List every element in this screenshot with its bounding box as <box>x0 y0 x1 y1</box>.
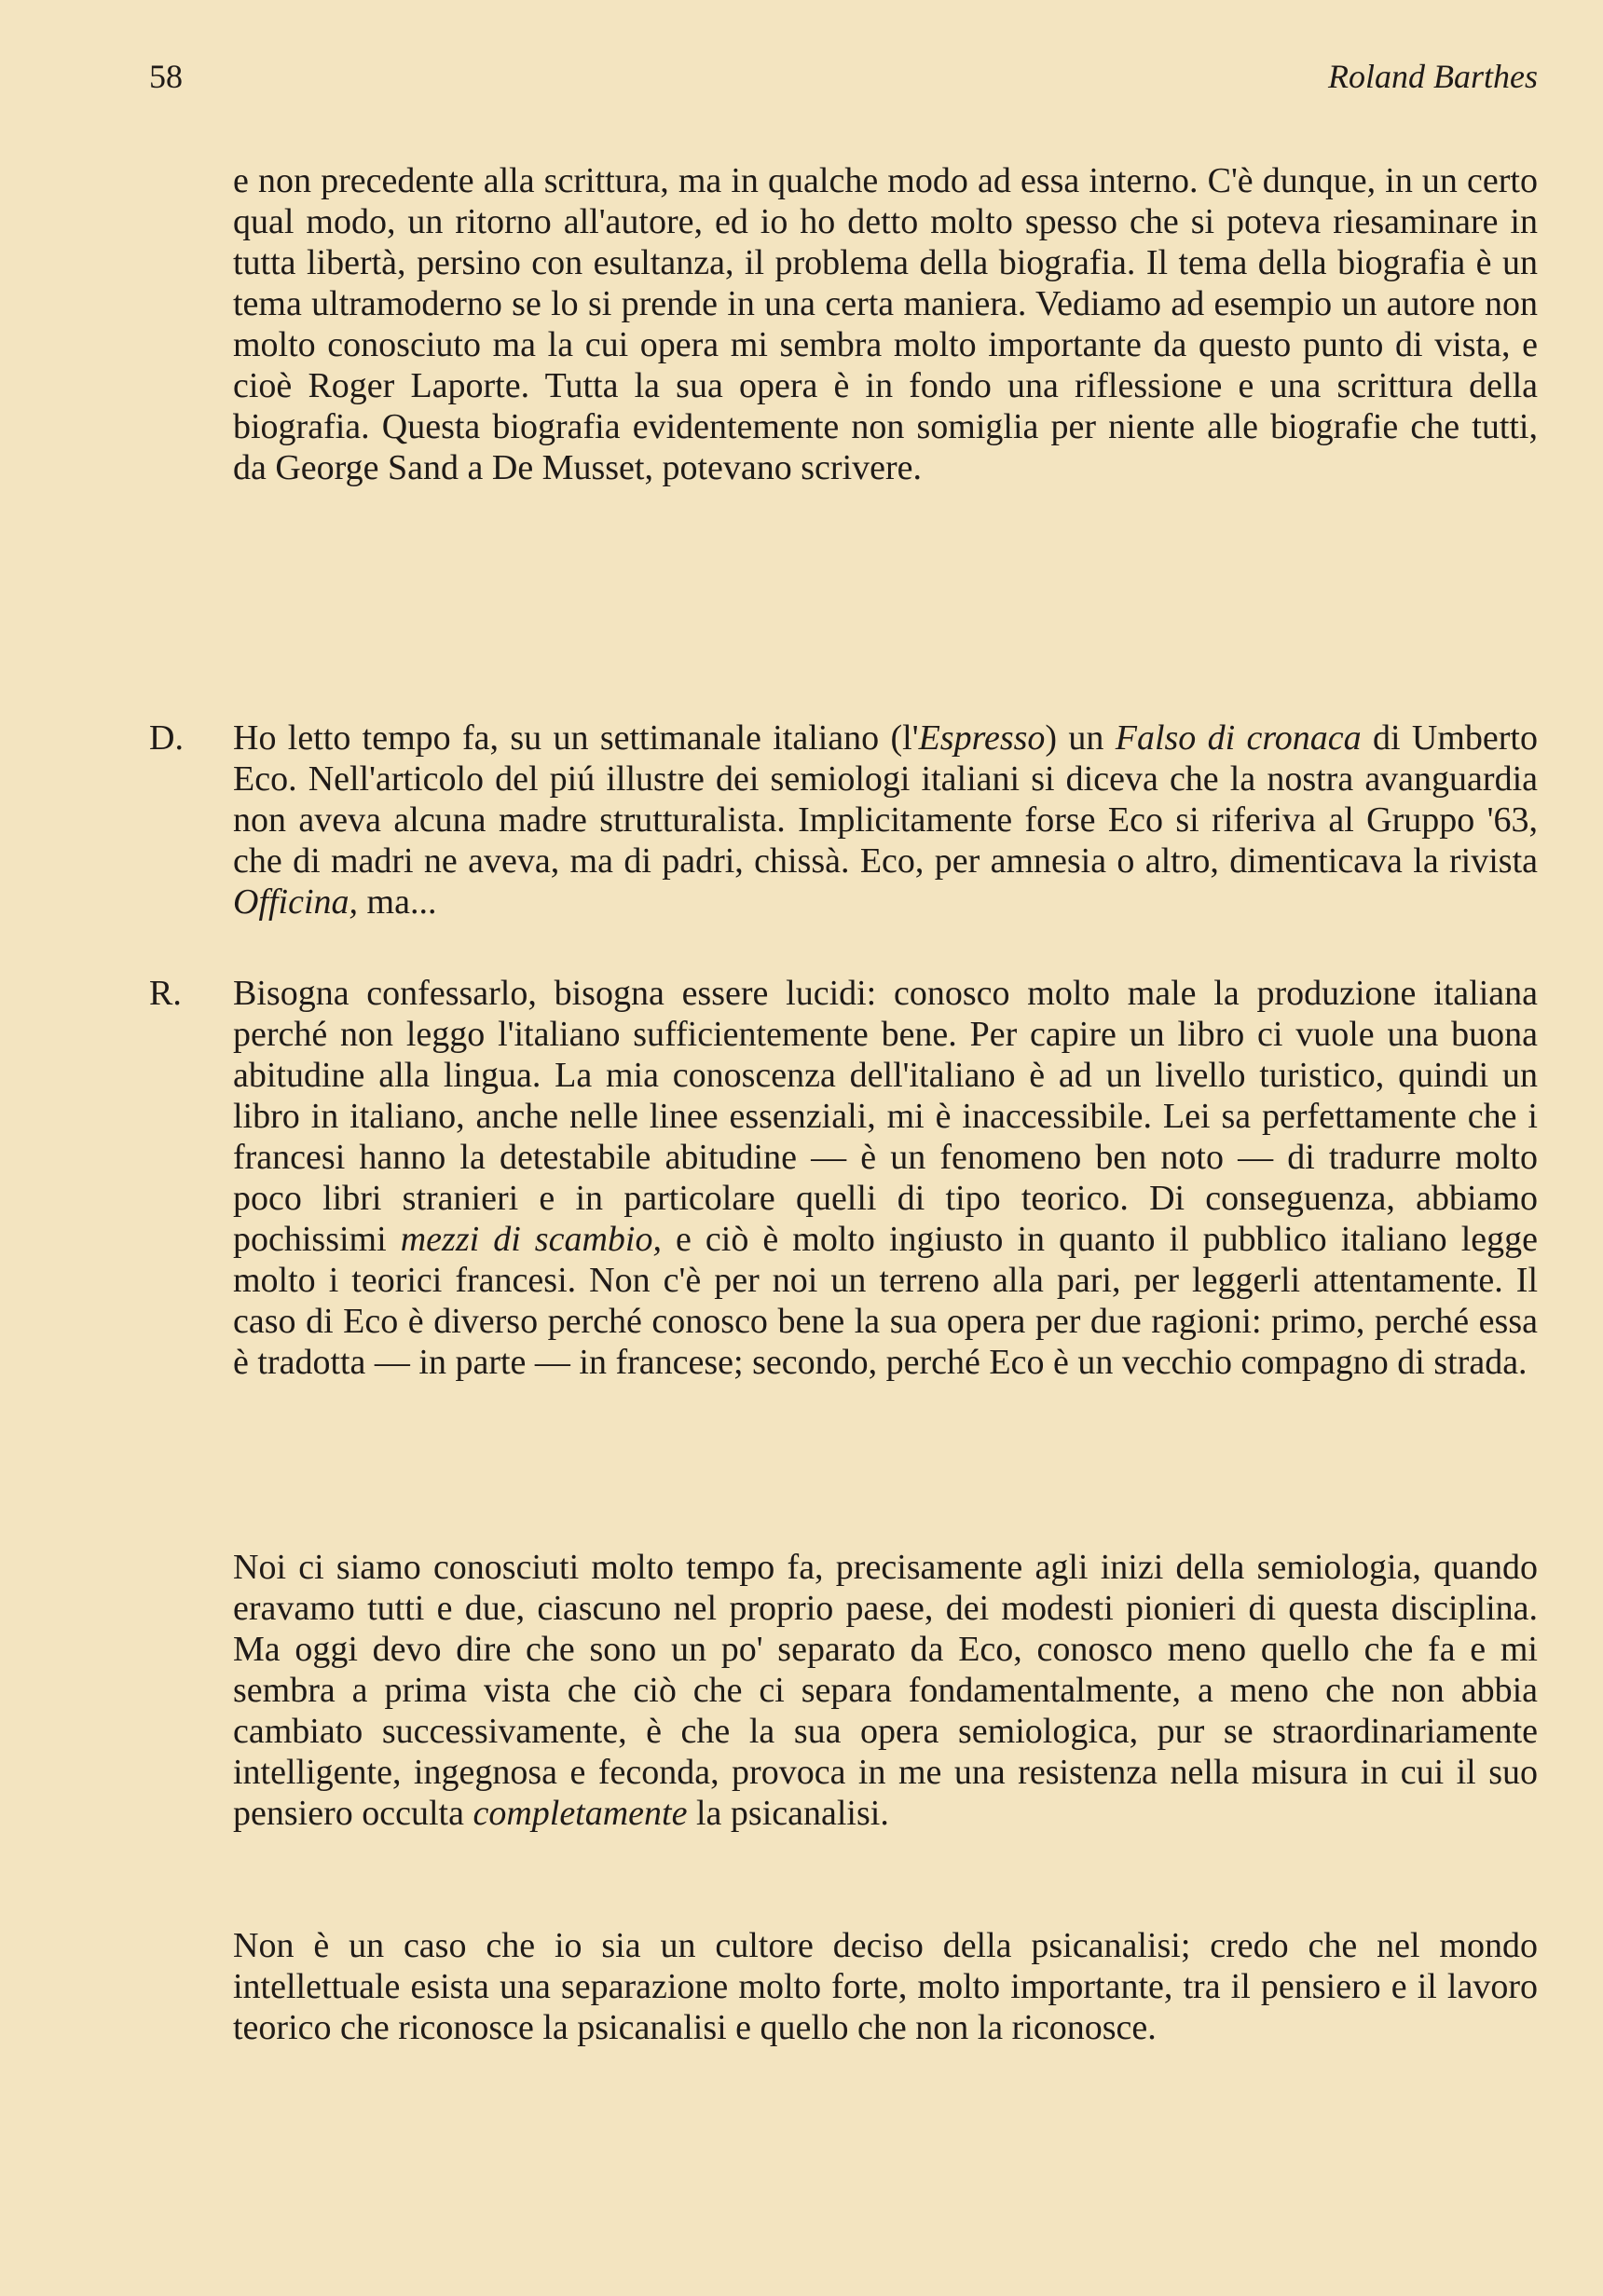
question-marker: D. <box>149 718 184 758</box>
question-text-part: ma... <box>358 882 437 922</box>
answer-text-part: Noi ci siamo conosciuti molto tempo fa, precisamente agli inizi della semiologia, quando eravamo tutti e due, ciascuno nel proprio paese, dei modesti pionieri di questa disciplina. Ma oggi devo dire che sono un po' separato da Eco, conosco meno quello che fa e mi sembra a prima vista che ciò che ci separa fondamentalmente, a meno che non abbia cambiato successivamente, è che la sua opera semiologica, pur se straordinariamente intelligente, ingegnosa e feconda, provoca in me una resistenza nella misura in cui il suo pensiero occulta <box>233 1548 1538 1833</box>
magazine-title: Espresso <box>918 718 1046 758</box>
answer-paragraph-1 <box>233 973 1538 1383</box>
question-text-part: di Umberto Eco. Nell'articolo del piú illustre dei semiologi italiani si diceva che la nostra avanguardia non aveva alcuna madre strutturalista. Implicitamente forse Eco si riferiva al Gruppo '63, che di madri ne aveva, ma di padri, chissà. Eco, per amnesia o altro, dimenticava la rivista <box>233 718 1538 881</box>
answer-text-part: e ciò è molto ingiusto in quanto il pubblico italiano legge molto i teorici francesi. Non c'è per noi un terreno alla pari, per leggerli attentamente. Il caso di Eco è diverso perché conosco bene la sua opera per due ragioni: primo, perché essa è tradotta — in parte — in francese; secondo, perché Eco è un vecchio compagno di strada. <box>233 1220 1538 1382</box>
emphasis-text: completamente <box>473 1794 688 1833</box>
answer-text-part: Bisogna confessarlo, bisogna essere lucidi: conosco molto male la produzione italiana perché non leggo l'italiano sufficientemente bene. Per capire un libro ci vuole una buona abitudine alla lingua. La mia conoscenza dell'italiano è ad un livello turistico, quindi un libro in italiano, anche nelle linee essenziali, mi è inaccessibile. Lei sa perfettamente che i francesi hanno la detestabile abitudine — è un fenomeno ben noto — di tradurre molto poco libri stranieri e in particolare quelli di tipo teorico. Di conseguenza, abbiamo pochissimi <box>233 974 1538 1259</box>
page-number: 58 <box>149 58 183 95</box>
question-text-part: ) un <box>1045 718 1116 758</box>
answer-text-part: la psicanalisi. <box>687 1794 889 1833</box>
answer-paragraph-3: Non è un caso che io sia un cultore deciso della psicanalisi; credo che nel mondo intellettuale esista una separazione molto forte, molto importante, tra il pensiero e il lavoro teorico che riconosce la psicanalisi e quello che non la riconosce. <box>233 1926 1538 2047</box>
emphasis-text: mezzi di scambio, <box>400 1220 662 1259</box>
journal-title: Officina, <box>233 882 359 922</box>
paragraph-continuation: e non precedente alla scrittura, ma in qualche modo ad essa interno. C'è dunque, in un certo qual modo, un ritorno all'autore, ed io ho detto molto spesso che si poteva riesaminare in tutta libertà, persino con esultanza, il problema della biografia. Il tema della biografia è un tema ultramoderno se lo si prende in una certa maniera. Vediamo ad esempio un autore non molto conosciuto ma la cui opera mi sembra molto importante da questo punto di vista, e cioè Roger Laporte. Tutta la sua opera è in fondo una riflessione e una scrittura della biografia. Questa biografia evidentemente non somiglia per niente alle biografie che tutti, da George Sand a De Musset, potevano scrivere. <box>233 161 1538 487</box>
answer-marker: R. <box>149 974 182 1013</box>
answer-paragraph-2 <box>233 1547 1538 1834</box>
question-text-part: Ho letto tempo fa, su un settimanale italiano (l' <box>233 718 919 758</box>
column-title: Falso di cronaca <box>1115 718 1362 758</box>
question-text <box>233 718 1538 922</box>
running-title: Roland Barthes <box>1328 58 1538 95</box>
